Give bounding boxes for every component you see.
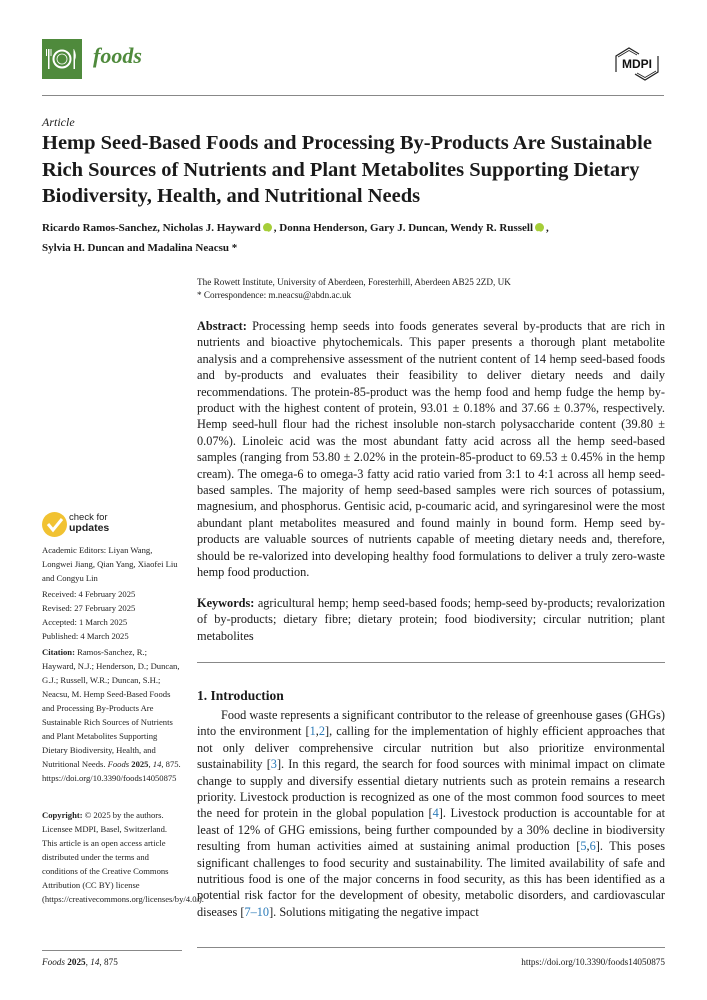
abstract-text: Processing hemp seeds into foods generates several by-products that are rich in nutrients and bioactive phytochemicals. This paper presents a thorough plant metabolite analysis and a comprehensive assessment of the nutrient content of 14 hemp seed-based foods and by-products and evaluates their feasibility to deliver dietary needs and daily recommendations. The protein-85-product was the hemp food and hemp fudge the hemp by-product with the highest content of protein, 93.01 ± 0.18% and 37.66 ± 0.37%, respectively. Hemp seed-hull flour had the richest insoluble non-starch polysaccharide content (39.80 ± 0.07%). Linoleic acid was the most abundant fatty acid across all the hemp seed-based samples (ranging from 53.80 ± 2.02% in the protein-85-product to 69.53 ± 0.45% in the hemp cream). The omega-6 to omega-3 fatty acid ratio varied from 3:1 to 4:1 across all hemp seed-based samples. The majority of hemp seed-based samples were rich sources of potassium, magnesium, and phosphorus. Gentisic acid, p-coumaric acid, and syringaresinol were the most abundant plant metabolites measured and found mainly in bound form. Hemp seed by-products are valuable sources of nutrients capable of meeting dietary needs and, therefore, should be re-valorized into developing healthy food formulations to deliver a truly zero-waste hemp food production. <box>197 319 665 580</box>
citation-block: Citation: Ramos-Sanchez, R.; Hayward, N.J.; Henderson, D.; Duncan, G.J.; Russell, W.R.; Duncan, S.H.; Neacsu, M. Hemp Seed-Based Foods and Processing By-Products Are Sustainable Rich Sources of Nutrients and Plant Metabolites Supporting Dietary Biodiversity, Health, and Nutritional Needs. Foods 2025, 14, 875. https://doi.org/10.3390/foods14050875 <box>42 647 181 783</box>
paragraph <box>197 707 665 920</box>
text-run: – <box>250 904 257 919</box>
text-run: ]. This poses significant challenges to food security and sustainability. The limited availability of safe and nutritious food is one of the major concerns in food security, as this has been identified as a potential risk factor for the development of obesity, metabolic disorders, and cardiovascular diseases [ <box>197 839 665 919</box>
text-run: ]. Solutions mitigating the negative impact <box>269 904 479 919</box>
authors-segment: , Donna Henderson, Gary J. Duncan, Wendy R. Russell <box>273 222 534 234</box>
plate-cutlery-icon <box>42 39 82 79</box>
header-divider <box>42 95 664 96</box>
citation-link[interactable]: 3 <box>270 757 277 772</box>
text-run: Food waste represents a significant contributor to the release of greenhouse gases (GHGs) into the environment [ <box>197 708 665 739</box>
citation-text: Ramos-Sanchez, R.; Hayward, N.J.; Henderson, D.; Duncan, G.J.; Russell, W.R.; Duncan, S.H.; Neacsu, M. Hemp Seed-Based Foods and Processing By-Products Are Sustainable Rich Sources of Nutrients and Plant Metabolites Supporting Dietary Biodiversity, Health, and Nutritional Needs. <box>42 647 180 769</box>
journal-name: foods <box>93 43 142 68</box>
text-run: , <box>315 724 319 739</box>
footer-volume: 14 <box>90 957 100 967</box>
citation-link[interactable]: 2 <box>318 724 326 739</box>
article-type: Article <box>42 115 75 129</box>
keywords <box>197 595 665 644</box>
sidebar-footer-divider <box>42 950 182 951</box>
copyright-block <box>42 808 204 906</box>
copyright-label: Copyright: <box>42 810 83 820</box>
citation-year: 2025 <box>131 759 149 769</box>
accepted-date: Accepted: 1 March 2025 <box>42 617 128 627</box>
introduction-body <box>197 707 665 920</box>
citation-link[interactable]: 7 <box>244 904 251 919</box>
check-updates-line1: check for <box>69 512 108 523</box>
abstract <box>197 318 665 581</box>
affiliation-block <box>197 276 667 302</box>
keywords-text: agricultural hemp; hemp seed-based foods; hemp-seed by-products; revalorization of by-products; dietary fibre; dietary protein; food biodiversity; circular nutrition; plant metabolites <box>197 596 665 643</box>
published-date: Published: 4 March 2025 <box>42 631 129 641</box>
text-run: ]. In this regard, the search for food sources with minimal impact on climate change to supply and diversify essential dietary nutrients such as protein remains a research priority. Livestock production is recognized as one of the most common food sources to meet the need for protein in the global population [ <box>197 757 666 821</box>
text-run: ], calling for the implementation of highly efficient approaches that not only deliver comprehensive circular nutrition but also prioritize environmental sustainability [ <box>197 724 665 772</box>
check-icon <box>42 512 67 537</box>
journal-logo[interactable] <box>42 39 82 79</box>
check-updates-label <box>69 513 109 533</box>
copyright-text: © 2025 by the authors. Licensee MDPI, Basel, Switzerland. This article is an open access article distributed under the terms and conditions of the Creative Commons Attribution (CC BY) license (https://creativecommons.org/licenses/by/4.0/). <box>42 810 204 904</box>
check-for-updates-button[interactable] <box>42 512 132 538</box>
footer-divider <box>197 947 665 948</box>
authors-segment: , <box>546 222 549 234</box>
author-list <box>42 218 672 258</box>
footer-page: , 875 <box>99 957 118 967</box>
orcid-icon[interactable] <box>263 223 272 232</box>
check-updates-line2: updates <box>69 522 110 534</box>
authors-segment: Ricardo Ramos-Sanchez, Nicholas J. Hayward <box>42 222 261 234</box>
citation-link[interactable]: 5 <box>580 839 587 854</box>
received-date: Received: 4 February 2025 <box>42 589 136 599</box>
citation-doi-link[interactable]: , 875. https://doi.org/10.3390/foods14050875 <box>42 759 181 783</box>
section-divider <box>197 662 665 663</box>
svg-text:MDPI: MDPI <box>622 57 652 71</box>
article-title: Hemp Seed-Based Foods and Processing By-Products Are Sustainable Rich Sources of Nutrients and Plant Metabolites Supporting Dietary Biodiversity, Health, and Nutritional Needs <box>42 132 652 207</box>
citation-link[interactable]: 6 <box>589 839 596 854</box>
footer-year: 2025 <box>67 957 86 967</box>
keywords-label: Keywords: <box>197 596 255 610</box>
citation-volume: 14 <box>152 759 162 769</box>
footer-citation: Foods 2025, 14, 875 <box>42 957 118 967</box>
revised-date: Revised: 27 February 2025 <box>42 603 136 613</box>
academic-editors: Academic Editors: Liyan Wang, Longwei Jiang, Qian Yang, Xiaofei Liu and Congyu Lin <box>42 545 178 583</box>
footer-journal: Foods <box>42 957 65 967</box>
affiliation: The Rowett Institute, University of Aberdeen, Foresterhill, Aberdeen AB25 2ZD, UK <box>197 277 511 287</box>
citation-label: Citation: <box>42 647 75 657</box>
authors-segment: Sylvia H. Duncan and Madalina Neacsu * <box>42 242 238 254</box>
mdpi-hexagon-icon <box>612 44 662 84</box>
correspondence: * Correspondence: m.neacsu@abdn.ac.uk <box>197 290 352 300</box>
citation-link[interactable]: 10 <box>256 904 270 919</box>
footer-doi-link[interactable]: https://doi.org/10.3390/foods14050875 <box>521 957 665 967</box>
mdpi-logo[interactable] <box>612 44 662 84</box>
text-run: ]. Livestock production is accountable for at least of 12% of GHG emissions, being further compounded by a 30% decline in biodiversity resulting from human activities aimed at sustaining animal production [ <box>197 806 665 854</box>
orcid-icon[interactable] <box>535 223 544 232</box>
text-run: , <box>586 839 590 854</box>
abstract-label: Abstract: <box>197 319 247 333</box>
section-heading: 1. Introduction <box>197 688 284 703</box>
citation-link[interactable]: 1 <box>309 724 316 739</box>
citation-journal: Foods <box>107 759 130 769</box>
dates-block <box>42 587 182 643</box>
citation-link[interactable]: 4 <box>432 806 439 821</box>
